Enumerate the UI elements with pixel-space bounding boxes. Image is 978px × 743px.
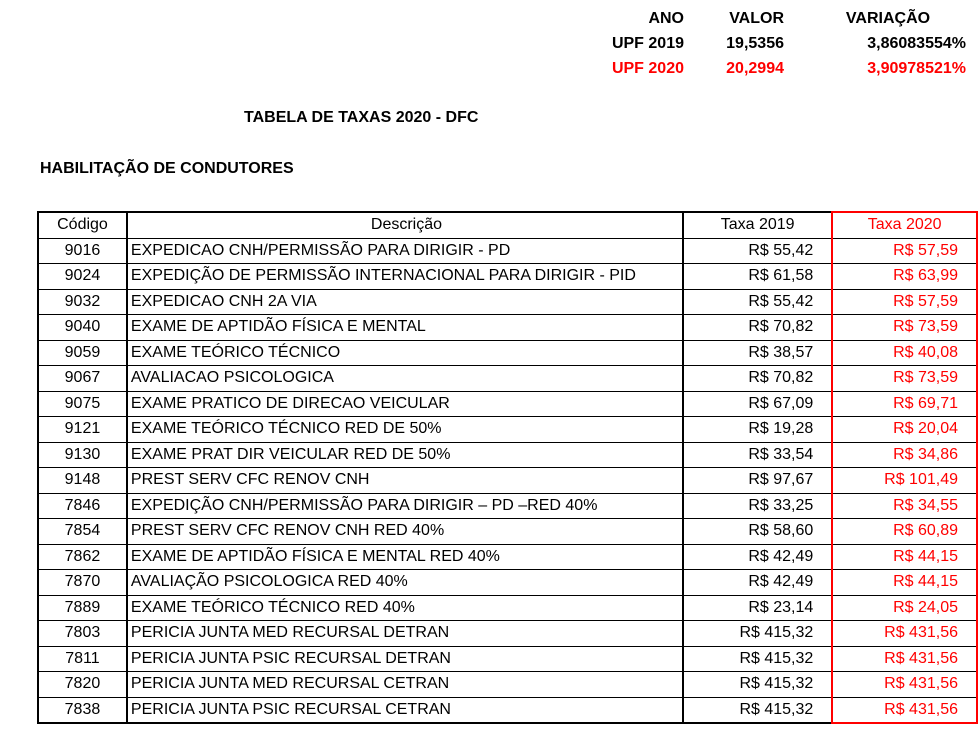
upf-valor: 20,2994 bbox=[726, 60, 784, 77]
page-title: TABELA DE TAXAS 2020 - DFC bbox=[244, 109, 479, 126]
upf-ano: UPF 2020 bbox=[611, 60, 684, 77]
cell-taxa-2020: R$ 40,08 bbox=[832, 340, 977, 366]
cell-taxa-2020: R$ 431,56 bbox=[832, 621, 977, 647]
cell-taxa-2020: R$ 73,59 bbox=[832, 315, 977, 341]
cell-taxa-2019: R$ 415,32 bbox=[683, 621, 832, 647]
cell-codigo: 9024 bbox=[38, 264, 127, 290]
upf-variacao: 3,86083554% bbox=[867, 35, 966, 52]
cell-taxa-2020: R$ 431,56 bbox=[832, 672, 977, 698]
upf-header-row bbox=[590, 6, 966, 31]
cell-taxa-2019: R$ 42,49 bbox=[683, 570, 832, 596]
cell-descricao: PERICIA JUNTA PSIC RECURSAL CETRAN bbox=[127, 697, 683, 723]
cell-taxa-2020: R$ 63,99 bbox=[832, 264, 977, 290]
cell-descricao: EXAME TEÓRICO TÉCNICO bbox=[127, 340, 683, 366]
cell-taxa-2020: R$ 24,05 bbox=[832, 595, 977, 621]
cell-codigo: 9130 bbox=[38, 442, 127, 468]
header-taxa-2019: Taxa 2019 bbox=[683, 212, 832, 238]
header-taxa-2020: Taxa 2020 bbox=[832, 212, 977, 238]
upf-summary-table bbox=[590, 6, 966, 81]
cell-codigo: 7854 bbox=[38, 519, 127, 545]
table-row bbox=[38, 595, 977, 621]
table-row bbox=[38, 544, 977, 570]
cell-descricao: EXAME TEÓRICO TÉCNICO RED DE 50% bbox=[127, 417, 683, 443]
cell-taxa-2019: R$ 33,25 bbox=[683, 493, 832, 519]
cell-descricao: PREST SERV CFC RENOV CNH bbox=[127, 468, 683, 494]
upf-valor: 19,5356 bbox=[726, 35, 784, 52]
cell-codigo: 7811 bbox=[38, 646, 127, 672]
cell-taxa-2019: R$ 33,54 bbox=[683, 442, 832, 468]
cell-taxa-2019: R$ 55,42 bbox=[683, 289, 832, 315]
cell-codigo: 7889 bbox=[38, 595, 127, 621]
cell-taxa-2019: R$ 42,49 bbox=[683, 544, 832, 570]
cell-codigo: 9016 bbox=[38, 238, 127, 264]
cell-taxa-2020: R$ 44,15 bbox=[832, 570, 977, 596]
cell-taxa-2019: R$ 415,32 bbox=[683, 646, 832, 672]
cell-taxa-2019: R$ 67,09 bbox=[683, 391, 832, 417]
table-row bbox=[38, 468, 977, 494]
cell-descricao: EXPEDICAO CNH 2A VIA bbox=[127, 289, 683, 315]
cell-descricao: PERICIA JUNTA MED RECURSAL CETRAN bbox=[127, 672, 683, 698]
cell-taxa-2019: R$ 58,60 bbox=[683, 519, 832, 545]
cell-taxa-2020: R$ 34,86 bbox=[832, 442, 977, 468]
cell-taxa-2019: R$ 70,82 bbox=[683, 366, 832, 392]
table-row bbox=[38, 315, 977, 341]
cell-descricao: EXPEDIÇÃO DE PERMISSÃO INTERNACIONAL PARA DIRIGIR - PID bbox=[127, 264, 683, 290]
cell-codigo: 9121 bbox=[38, 417, 127, 443]
cell-codigo: 7870 bbox=[38, 570, 127, 596]
upf-ano: UPF 2019 bbox=[611, 35, 684, 52]
cell-codigo: 9075 bbox=[38, 391, 127, 417]
cell-taxa-2020: R$ 57,59 bbox=[832, 289, 977, 315]
table-row bbox=[38, 697, 977, 723]
cell-taxa-2019: R$ 70,82 bbox=[683, 315, 832, 341]
header-descricao: Descrição bbox=[127, 212, 683, 238]
table-row bbox=[38, 493, 977, 519]
table-row bbox=[38, 519, 977, 545]
cell-taxa-2020: R$ 60,89 bbox=[832, 519, 977, 545]
cell-descricao: AVALIACAO PSICOLOGICA bbox=[127, 366, 683, 392]
section-title: HABILITAÇÃO DE CONDUTORES bbox=[40, 160, 294, 177]
table-row bbox=[38, 264, 977, 290]
table-row bbox=[38, 340, 977, 366]
cell-descricao: PERICIA JUNTA MED RECURSAL DETRAN bbox=[127, 621, 683, 647]
cell-codigo: 7820 bbox=[38, 672, 127, 698]
cell-descricao: EXAME DE APTIDÃO FÍSICA E MENTAL RED 40% bbox=[127, 544, 683, 570]
cell-taxa-2019: R$ 415,32 bbox=[683, 697, 832, 723]
cell-descricao: AVALIAÇÃO PSICOLOGICA RED 40% bbox=[127, 570, 683, 596]
upf-row-2020 bbox=[590, 56, 966, 81]
cell-taxa-2019: R$ 55,42 bbox=[683, 238, 832, 264]
cell-codigo: 9148 bbox=[38, 468, 127, 494]
cell-codigo: 9032 bbox=[38, 289, 127, 315]
upf-header-ano: ANO bbox=[648, 10, 684, 27]
cell-taxa-2020: R$ 57,59 bbox=[832, 238, 977, 264]
fees-header-row bbox=[38, 212, 977, 238]
cell-codigo: 9040 bbox=[38, 315, 127, 341]
fees-table-body bbox=[38, 238, 977, 723]
cell-taxa-2020: R$ 431,56 bbox=[832, 697, 977, 723]
cell-taxa-2020: R$ 20,04 bbox=[832, 417, 977, 443]
upf-header-valor: VALOR bbox=[729, 10, 784, 27]
cell-descricao: PREST SERV CFC RENOV CNH RED 40% bbox=[127, 519, 683, 545]
cell-taxa-2019: R$ 97,67 bbox=[683, 468, 832, 494]
cell-codigo: 7846 bbox=[38, 493, 127, 519]
cell-codigo: 9059 bbox=[38, 340, 127, 366]
upf-header-variacao: VARIAÇÃO bbox=[845, 10, 931, 27]
cell-codigo: 9067 bbox=[38, 366, 127, 392]
table-row bbox=[38, 366, 977, 392]
table-row bbox=[38, 442, 977, 468]
table-row bbox=[38, 621, 977, 647]
cell-descricao: PERICIA JUNTA PSIC RECURSAL DETRAN bbox=[127, 646, 683, 672]
cell-descricao: EXAME DE APTIDÃO FÍSICA E MENTAL bbox=[127, 315, 683, 341]
table-row bbox=[38, 646, 977, 672]
cell-codigo: 7803 bbox=[38, 621, 127, 647]
cell-descricao: EXAME TEÓRICO TÉCNICO RED 40% bbox=[127, 595, 683, 621]
cell-taxa-2019: R$ 19,28 bbox=[683, 417, 832, 443]
cell-codigo: 7862 bbox=[38, 544, 127, 570]
cell-taxa-2020: R$ 44,15 bbox=[832, 544, 977, 570]
cell-taxa-2019: R$ 415,32 bbox=[683, 672, 832, 698]
upf-row-2019 bbox=[590, 31, 966, 56]
cell-taxa-2019: R$ 38,57 bbox=[683, 340, 832, 366]
cell-descricao: EXPEDIÇÃO CNH/PERMISSÃO PARA DIRIGIR – PD –RED 40% bbox=[127, 493, 683, 519]
cell-descricao: EXAME PRAT DIR VEICULAR RED DE 50% bbox=[127, 442, 683, 468]
cell-taxa-2020: R$ 69,71 bbox=[832, 391, 977, 417]
table-row bbox=[38, 289, 977, 315]
cell-taxa-2020: R$ 34,55 bbox=[832, 493, 977, 519]
cell-descricao: EXAME PRATICO DE DIRECAO VEICULAR bbox=[127, 391, 683, 417]
header-codigo: Código bbox=[38, 212, 127, 238]
table-row bbox=[38, 391, 977, 417]
cell-codigo: 7838 bbox=[38, 697, 127, 723]
upf-variacao: 3,90978521% bbox=[867, 60, 966, 77]
table-row bbox=[38, 672, 977, 698]
cell-taxa-2019: R$ 23,14 bbox=[683, 595, 832, 621]
cell-taxa-2020: R$ 101,49 bbox=[832, 468, 977, 494]
cell-taxa-2019: R$ 61,58 bbox=[683, 264, 832, 290]
table-row bbox=[38, 238, 977, 264]
cell-descricao: EXPEDICAO CNH/PERMISSÃO PARA DIRIGIR - PD bbox=[127, 238, 683, 264]
fees-table bbox=[37, 211, 978, 724]
cell-taxa-2020: R$ 431,56 bbox=[832, 646, 977, 672]
table-row bbox=[38, 417, 977, 443]
table-row bbox=[38, 570, 977, 596]
cell-taxa-2020: R$ 73,59 bbox=[832, 366, 977, 392]
